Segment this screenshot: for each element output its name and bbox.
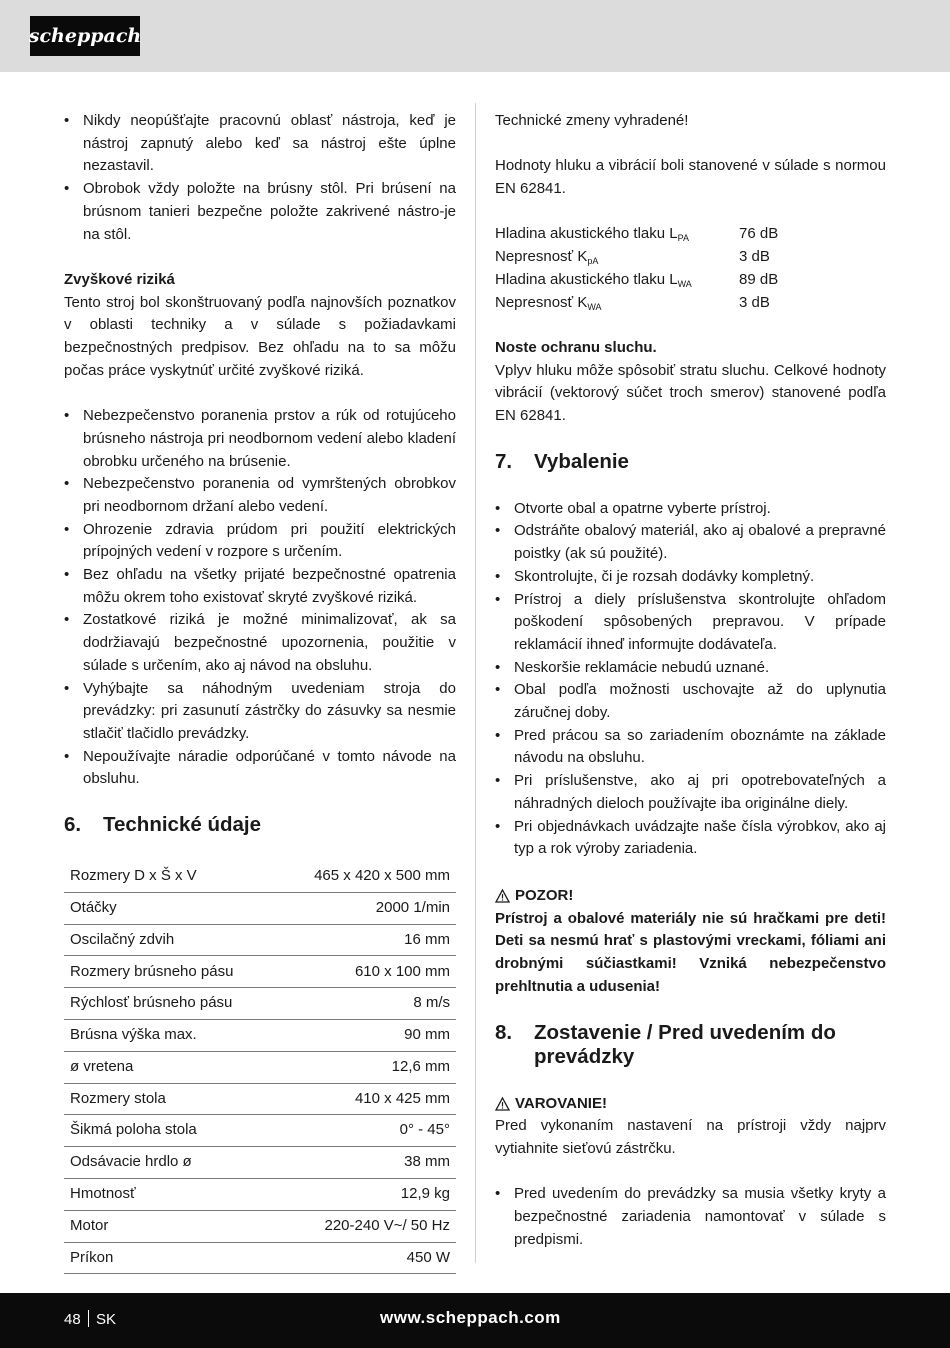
section-title: Technické údaje (103, 813, 261, 837)
bullet-item (495, 725, 886, 770)
warning-triangle-icon (495, 889, 510, 903)
caution-label-text: POZOR! (515, 886, 574, 904)
spec-value: 0° - 45° (277, 1115, 456, 1147)
spec-value: 410 x 425 mm (277, 1083, 456, 1115)
bullet-item (495, 589, 886, 657)
risk-bullet-list (64, 405, 456, 791)
spec-value: 450 W (277, 1242, 456, 1274)
noise-label-subscript: PA (677, 233, 689, 244)
bullet-text: Pri príslušenstve, ako aj pri opotrebovateľných a náhradných dieloch používajte iba originálne diely. (514, 772, 886, 812)
noise-value: 89 dB (739, 270, 779, 288)
residual-risks-text: Tento stroj bol skonštruovaný podľa najnovších poznatkov v oblasti techniky a v súlade s požiadavkami bezpečnostných predpisov. Bez ohľadu na to sa môžu počas práce vyskytnúť určité zvyškové riziká. (64, 293, 456, 379)
changes-note: Technické zmeny vyhradené! (495, 112, 689, 129)
bullet-dot: • (495, 681, 501, 699)
spec-value: 610 x 100 mm (277, 956, 456, 988)
page-number: 48 (64, 1311, 81, 1328)
bullet-item (64, 519, 456, 564)
bullet-item (64, 678, 456, 746)
spec-value: 12,6 mm (277, 1051, 456, 1083)
bullet-text: Nebezpečenstvo poranenia od vymrštených obrobkov pri neodbornom držaní alebo vedení. (83, 475, 456, 515)
spec-label: Otáčky (64, 892, 277, 924)
spec-label: Rozmery D x Š x V (64, 861, 277, 892)
section-6-heading (64, 813, 456, 837)
scheppach-logo (30, 16, 140, 56)
noise-label (495, 246, 739, 269)
bullet-text: Odstráňte obalový materiál, ako aj obalové a prepravné poistky (ak sú použité). (514, 522, 886, 563)
section-7-heading (495, 450, 886, 474)
spec-value: 38 mm (277, 1147, 456, 1179)
noise-value: 3 dB (739, 248, 770, 266)
bullet-item (64, 473, 456, 518)
noise-label-subscript: WA (677, 278, 692, 289)
spec-row (64, 1083, 456, 1115)
bullet-dot: • (64, 112, 70, 129)
bullet-dot: • (64, 180, 70, 198)
bullet-dot: • (495, 726, 501, 744)
warning-triangle-icon (495, 1097, 510, 1111)
bullet-item (64, 746, 456, 791)
noise-label-text: Nepresnosť K (495, 248, 588, 266)
spec-value: 2000 1/min (277, 892, 456, 924)
warning-text: Pred vykonaním nastavení na prístroji vždy najprv vytiahnite sieťovú zástrčku. (495, 1117, 886, 1157)
spec-row (64, 1020, 456, 1052)
bullet-dot: • (495, 772, 501, 790)
spec-row (64, 892, 456, 924)
bullet-dot: • (495, 817, 501, 835)
noise-label-text: Hladina akustického tlaku L (495, 270, 678, 288)
page-header (0, 0, 950, 72)
bullet-dot: • (64, 407, 70, 425)
spec-row (64, 956, 456, 988)
bullet-text: Ohrozenie zdravia prúdom pri použití elektrických prípojných vedení v rozpore s určením. (83, 520, 456, 561)
bullet-dot: • (495, 522, 501, 540)
spec-row (64, 1179, 456, 1211)
left-column (64, 110, 456, 1274)
bullet-text: Nikdy neopúšťajte pracovnú oblasť nástroja, keď je nástroj zapnutý alebo keď sa nástroj ešte úplne nezastavil. (83, 112, 456, 175)
hearing-text: Vplyv hluku môže spôsobiť stratu sluchu. Celkové hodnoty vibrácií (vektorový súčet troch smerov) stanovené podľa EN 62841. (495, 361, 886, 425)
spec-label: Motor (64, 1210, 277, 1242)
section-title: Vybalenie (534, 449, 629, 473)
bullet-text: Pred uvedením do prevádzky sa musia všetky kryty a bezpečnostné zariadenia namontovať v súlade s predpismi. (514, 1185, 886, 1248)
spec-row (64, 1210, 456, 1242)
spec-label: Oscilačný zdvih (64, 924, 277, 956)
spec-value: 8 m/s (277, 988, 456, 1020)
noise-label (495, 269, 739, 292)
bullet-dot: • (64, 475, 70, 493)
noise-values (495, 223, 886, 314)
bullet-item (495, 679, 886, 724)
bullet-text: Vyhýbajte sa náhodným uvedeniam stroja do prevádzky: pri zasunutí zástrčky do zásuvky sa nesmie stlačiť tlačidlo prevádzky. (83, 679, 456, 742)
website-link[interactable]: www.scheppach.com (380, 1308, 561, 1327)
spec-row (64, 861, 456, 892)
warning-label (495, 1093, 886, 1116)
noise-label-subscript: WA (587, 301, 602, 312)
bullet-item (495, 498, 886, 521)
bullet-text: Pri objednávkach uvádzajte naše čísla výrobkov, ako aj typ a rok výroby zariadenia. (514, 817, 886, 858)
noise-label-subscript: pA (587, 256, 599, 267)
right-column (495, 110, 886, 1251)
bullet-text: Zostatkové riziká je možné minimalizovať, ak sa dodržiavajú bezpečnostné upozornenia, použitie v súlade s určením, ako aj návod na obsluhu. (83, 611, 456, 674)
bullet-item (495, 816, 886, 861)
bullet-item (64, 110, 456, 178)
spec-value: 12,9 kg (277, 1179, 456, 1211)
residual-risks-heading: Zvyškové riziká (64, 270, 175, 288)
spec-row (64, 1051, 456, 1083)
bullet-dot: • (64, 520, 70, 538)
noise-label (495, 292, 739, 315)
spec-value: 16 mm (277, 924, 456, 956)
spec-value: 90 mm (277, 1020, 456, 1052)
bullet-item (64, 609, 456, 677)
warning-label-text: VAROVANIE! (515, 1094, 607, 1112)
bullet-text: Obal podľa možnosti uschovajte až do uplynutia záručnej doby. (514, 681, 886, 722)
technical-data-table (64, 861, 456, 1274)
spec-row (64, 1147, 456, 1179)
assembly-bullet-list (495, 1183, 886, 1251)
caution-text: Prístroj a obalové materiály nie sú hračkami pre deti! Deti sa nesmú hrať s plastovými vreckami, fóliami ani drobnými súčiastkami! Vzniká nebezpečenstvo prehltnutia a udusenia! (495, 909, 886, 995)
spec-label: Odsávacie hrdlo ø (64, 1147, 277, 1179)
noise-value: 76 dB (739, 225, 779, 243)
spec-label: Brúsna výška max. (64, 1020, 277, 1052)
noise-label-text: Nepresnosť K (495, 293, 588, 311)
safety-bullet-list (64, 110, 456, 246)
spec-label: Rozmery brúsneho pásu (64, 956, 277, 988)
spec-row (64, 1242, 456, 1274)
bullet-dot: • (64, 611, 70, 629)
bullet-item (495, 1183, 886, 1251)
noise-intro: Hodnoty hluku a vibrácií boli stanovené v súlade s normou EN 62841. (495, 157, 886, 198)
logo-wordmark (28, 23, 142, 49)
bullet-dot: • (495, 1185, 501, 1203)
bullet-item (495, 770, 886, 815)
bullet-item (64, 178, 456, 246)
bullet-dot: • (64, 747, 70, 765)
spec-label: Rýchlosť brúsneho pásu (64, 988, 277, 1020)
bullet-dot: • (495, 567, 501, 585)
bullet-item (64, 564, 456, 609)
bullet-dot: • (495, 590, 501, 608)
noise-label-text: Hladina akustického tlaku L (495, 225, 678, 243)
section-number: 7. (495, 449, 513, 473)
column-divider (475, 103, 476, 1263)
section-number: 6. (64, 813, 82, 837)
bullet-text: Skontrolujte, či je rozsah dodávky kompletný. (514, 567, 815, 585)
language-code: SK (96, 1311, 117, 1328)
spec-label: Šikmá poloha stola (64, 1115, 277, 1147)
bullet-text: Nebezpečenstvo poranenia prstov a rúk od rotujúceho brúsneho nástroja pri neodbornom vedení alebo kladení obrobku určeného na brúsenie. (83, 407, 456, 470)
section-8-heading (495, 1021, 886, 1069)
spec-value: 465 x 420 x 500 mm (277, 861, 456, 892)
bullet-dot: • (495, 499, 501, 517)
bullet-item (495, 657, 886, 680)
spec-value: 220-240 V~/ 50 Hz (277, 1210, 456, 1242)
bullet-dot: • (64, 566, 70, 584)
noise-value: 3 dB (739, 293, 770, 311)
brand-text: scheppach (28, 25, 142, 47)
footer-separator (88, 1310, 89, 1327)
hearing-heading: Noste ochranu sluchu. (495, 338, 657, 356)
bullet-text: Bez ohľadu na všetky prijaté bezpečnostné opatrenia môžu okrem toho existovať skryté zvyškové riziká. (83, 566, 456, 606)
bullet-dot: • (64, 679, 70, 697)
section-title: Zostavenie / Pred uvedením do prevádzky (534, 1020, 836, 1068)
bullet-text: Obrobok vždy položte na brúsny stôl. Pri brúsení na brúsnom tanieri bezpečne položte zakrivené nástro-je na stôl. (83, 180, 456, 243)
bullet-text: Prístroj a diely príslušenstva skontrolujte ohľadom poškodení spôsobených prepravou. V prípade reklamácií ihneď informujte dodávateľa. (514, 590, 886, 653)
unpacking-bullet-list (495, 498, 886, 861)
spec-label: Hmotnosť (64, 1179, 277, 1211)
bullet-item (495, 520, 886, 565)
bullet-item (495, 566, 886, 589)
spec-label: Príkon (64, 1242, 277, 1274)
bullet-text: Neskoršie reklamácie nebudú uznané. (514, 658, 770, 676)
spec-row (64, 1115, 456, 1147)
noise-label (495, 223, 739, 246)
spec-label: ø vretena (64, 1051, 277, 1083)
page-footer (0, 1293, 950, 1348)
spec-row (64, 988, 456, 1020)
section-number: 8. (495, 1020, 513, 1044)
bullet-text: Nepoužívajte náradie odporúčané v tomto návode na obsluhu. (83, 747, 456, 788)
bullet-text: Otvorte obal a opatrne vyberte prístroj. (514, 499, 771, 517)
caution-label (495, 885, 886, 908)
spec-row (64, 924, 456, 956)
bullet-dot: • (495, 658, 501, 676)
spec-label: Rozmery stola (64, 1083, 277, 1115)
bullet-text: Pred prácou sa so zariadením oboznámte na základe návodu na obsluhu. (514, 726, 886, 767)
bullet-item (64, 405, 456, 473)
